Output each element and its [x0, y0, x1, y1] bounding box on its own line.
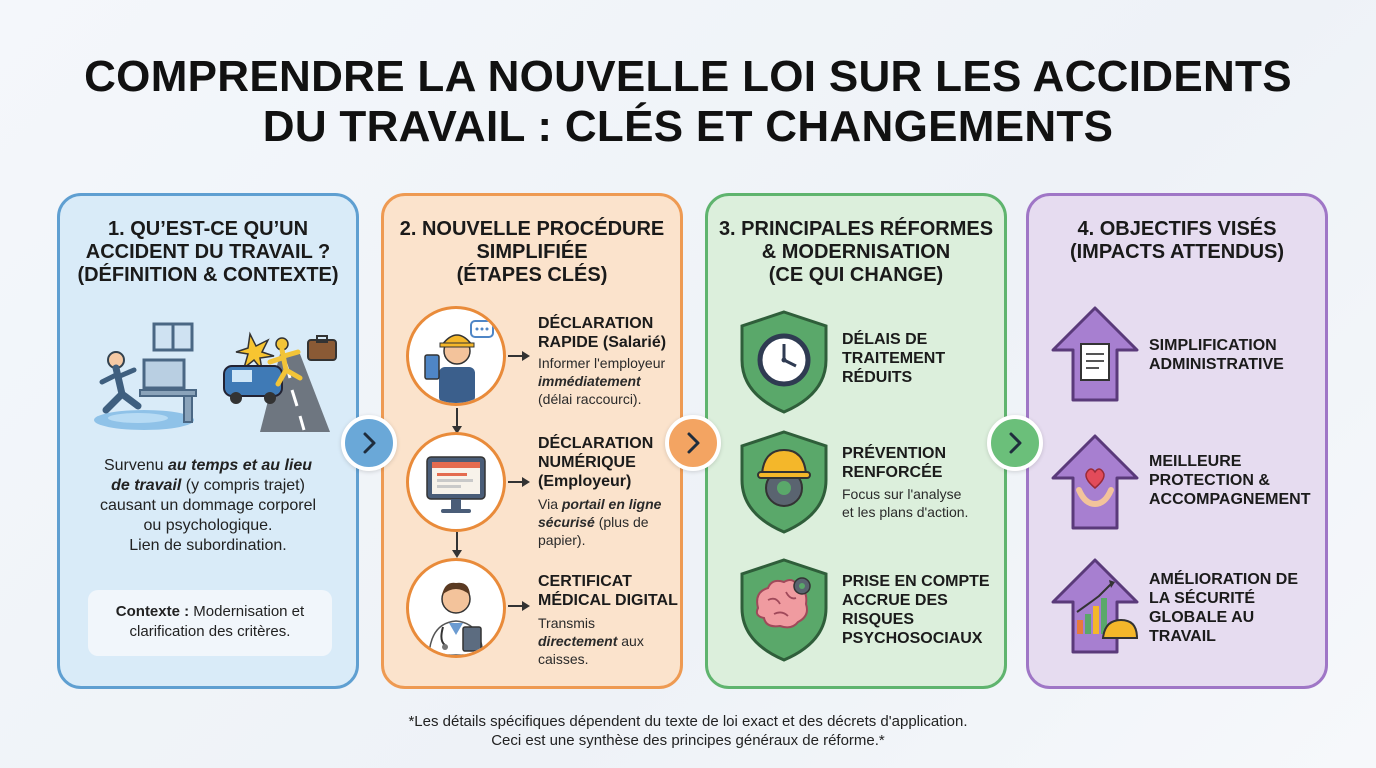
definition-text-part: causant un dommage corporel [99, 497, 317, 514]
reform-psychosocial [842, 572, 1008, 648]
card-objectives-heading [1029, 218, 1325, 264]
reform-faster-processing [842, 330, 1002, 387]
heading-line: 3. PRINCIPALES RÉFORMES [718, 218, 994, 240]
step-desc-emphasis: immédiatement [538, 373, 641, 389]
definition-text-part: Survenu [103, 457, 168, 474]
step-desc-emphasis: directement [538, 633, 618, 649]
heading-line: (CE QUI CHANGE) [768, 264, 944, 286]
step-desc: aux [617, 633, 644, 649]
objective-title: LA SÉCURITÉ [1149, 590, 1256, 607]
step-title: MÉDICAL DIGITAL [538, 592, 678, 609]
footnote-line: Ceci est une synthèse des principes généraux de réforme.* [491, 732, 885, 749]
car-crash-icon [220, 324, 340, 436]
reform-desc: Focus sur l'analyse [842, 486, 962, 502]
definition-emphasis: au temps et au lieu [168, 457, 313, 474]
reform-prevention [842, 444, 1002, 521]
step-subtitle: (Salarié) [598, 334, 667, 351]
reform-title: PRÉVENTION [842, 445, 947, 462]
reform-title: ACCRUE DES [842, 592, 948, 609]
card-procedure [381, 193, 683, 689]
definition-text-part: Lien de subordination. [129, 537, 287, 554]
objective-title: GLOBALE AU [1149, 609, 1255, 626]
step-title: DÉCLARATION [538, 315, 654, 332]
objective-title: ADMINISTRATIVE [1149, 356, 1284, 373]
card-reforms-heading [708, 218, 1004, 287]
page-title [0, 52, 1376, 152]
computer-portal-icon [406, 432, 506, 532]
chevron-right-icon [987, 415, 1043, 471]
step-title: NUMÉRIQUE [538, 454, 636, 471]
reform-title: TRAITEMENT [842, 350, 946, 367]
footnote-line: *Les détails spécifiques dépendent du texte de loi exact et des décrets d'application. [408, 713, 968, 730]
context-text: Modernisation et [189, 603, 305, 620]
heading-line: (IMPACTS ATTENDUS) [1069, 241, 1285, 263]
step-desc: papier). [538, 532, 586, 548]
heading-line: ACCIDENT DU TRAVAIL ? [85, 241, 331, 263]
card-reforms [705, 193, 1007, 689]
card-objectives [1026, 193, 1328, 689]
step-title: RAPIDE [538, 334, 599, 351]
step-desc: Informer l'employeur [538, 355, 666, 371]
context-label: Contexte : [115, 603, 190, 620]
step-desc: caisses. [538, 651, 589, 667]
objective-title: AMÉLIORATION DE [1149, 571, 1299, 588]
doctor-tablet-icon [406, 558, 506, 658]
context-box [88, 590, 332, 656]
card-definition-heading [60, 218, 356, 287]
definition-text-part: (y compris trajet) [181, 477, 305, 494]
document-house-icon [1049, 304, 1141, 404]
objective-protection [1149, 452, 1325, 509]
step-subtitle: (Employeur) [538, 473, 632, 490]
objective-title: MEILLEURE [1149, 453, 1242, 470]
objective-simplification [1149, 336, 1325, 374]
definition-emphasis: de travail [111, 477, 182, 494]
heading-line: (ÉTAPES CLÉS) [456, 264, 608, 286]
reform-title: RISQUES [842, 611, 915, 628]
reform-title: RENFORCÉE [842, 464, 943, 481]
objective-title: ACCOMPAGNEMENT [1149, 491, 1311, 508]
step-desc-emphasis: portail en ligne [561, 496, 662, 512]
chevron-right-icon [341, 415, 397, 471]
brain-gear-shield-icon [736, 556, 832, 664]
step-rapid-declaration [538, 314, 684, 408]
chevron-right-icon [665, 415, 721, 471]
heart-hands-house-icon [1049, 432, 1141, 532]
slip-fall-icon [92, 320, 204, 436]
definition-text-part: ou psychologique. [143, 517, 273, 534]
step-desc: (plus de [594, 514, 649, 530]
reform-title: RÉDUITS [842, 369, 913, 386]
step-digital-declaration [538, 434, 684, 549]
reform-title: PRISE EN COMPTE [842, 573, 990, 590]
reform-title: PSYCHOSOCIAUX [842, 630, 983, 647]
footnote [0, 712, 1376, 750]
heading-line: 1. QU’EST-CE QU’UN [107, 218, 309, 240]
heading-line: & MODERNISATION [761, 241, 951, 263]
helmet-gear-shield-icon [736, 428, 832, 536]
definition-text [70, 456, 346, 556]
step-desc-emphasis: sécurisé [538, 514, 595, 530]
step-title: DÉCLARATION [538, 435, 654, 452]
clock-shield-icon [736, 308, 832, 416]
heading-line: 4. OBJECTIFS VISÉS [1077, 218, 1277, 240]
step-digital-certificate [538, 572, 684, 668]
step-desc: Via [538, 496, 562, 512]
page-title-line-1: COMPRENDRE LA NOUVELLE LOI SUR LES ACCIDENTS [84, 52, 1292, 101]
step-desc: (délai raccourci). [538, 391, 642, 407]
step-desc: Transmis [538, 615, 596, 631]
step-title: CERTIFICAT [538, 573, 632, 590]
heading-line: (DÉFINITION & CONTEXTE) [77, 264, 339, 286]
objective-safety [1149, 570, 1325, 646]
card-definition [57, 193, 359, 689]
chart-helmet-house-icon [1049, 556, 1141, 656]
objective-title: SIMPLIFICATION [1149, 337, 1277, 354]
reform-desc: et les plans d'action. [842, 504, 969, 520]
objective-title: PROTECTION & [1149, 472, 1270, 489]
objective-title: TRAVAIL [1149, 628, 1216, 645]
worker-phone-icon [406, 306, 506, 406]
heading-line: 2. NOUVELLE PROCÉDURE [399, 218, 665, 240]
context-text: clarification des critères. [129, 623, 291, 640]
page-title-line-2: DU TRAVAIL : CLÉS ET CHANGEMENTS [262, 102, 1114, 151]
heading-line: SIMPLIFIÉE [476, 241, 588, 263]
reform-title: DÉLAIS DE [842, 331, 928, 348]
